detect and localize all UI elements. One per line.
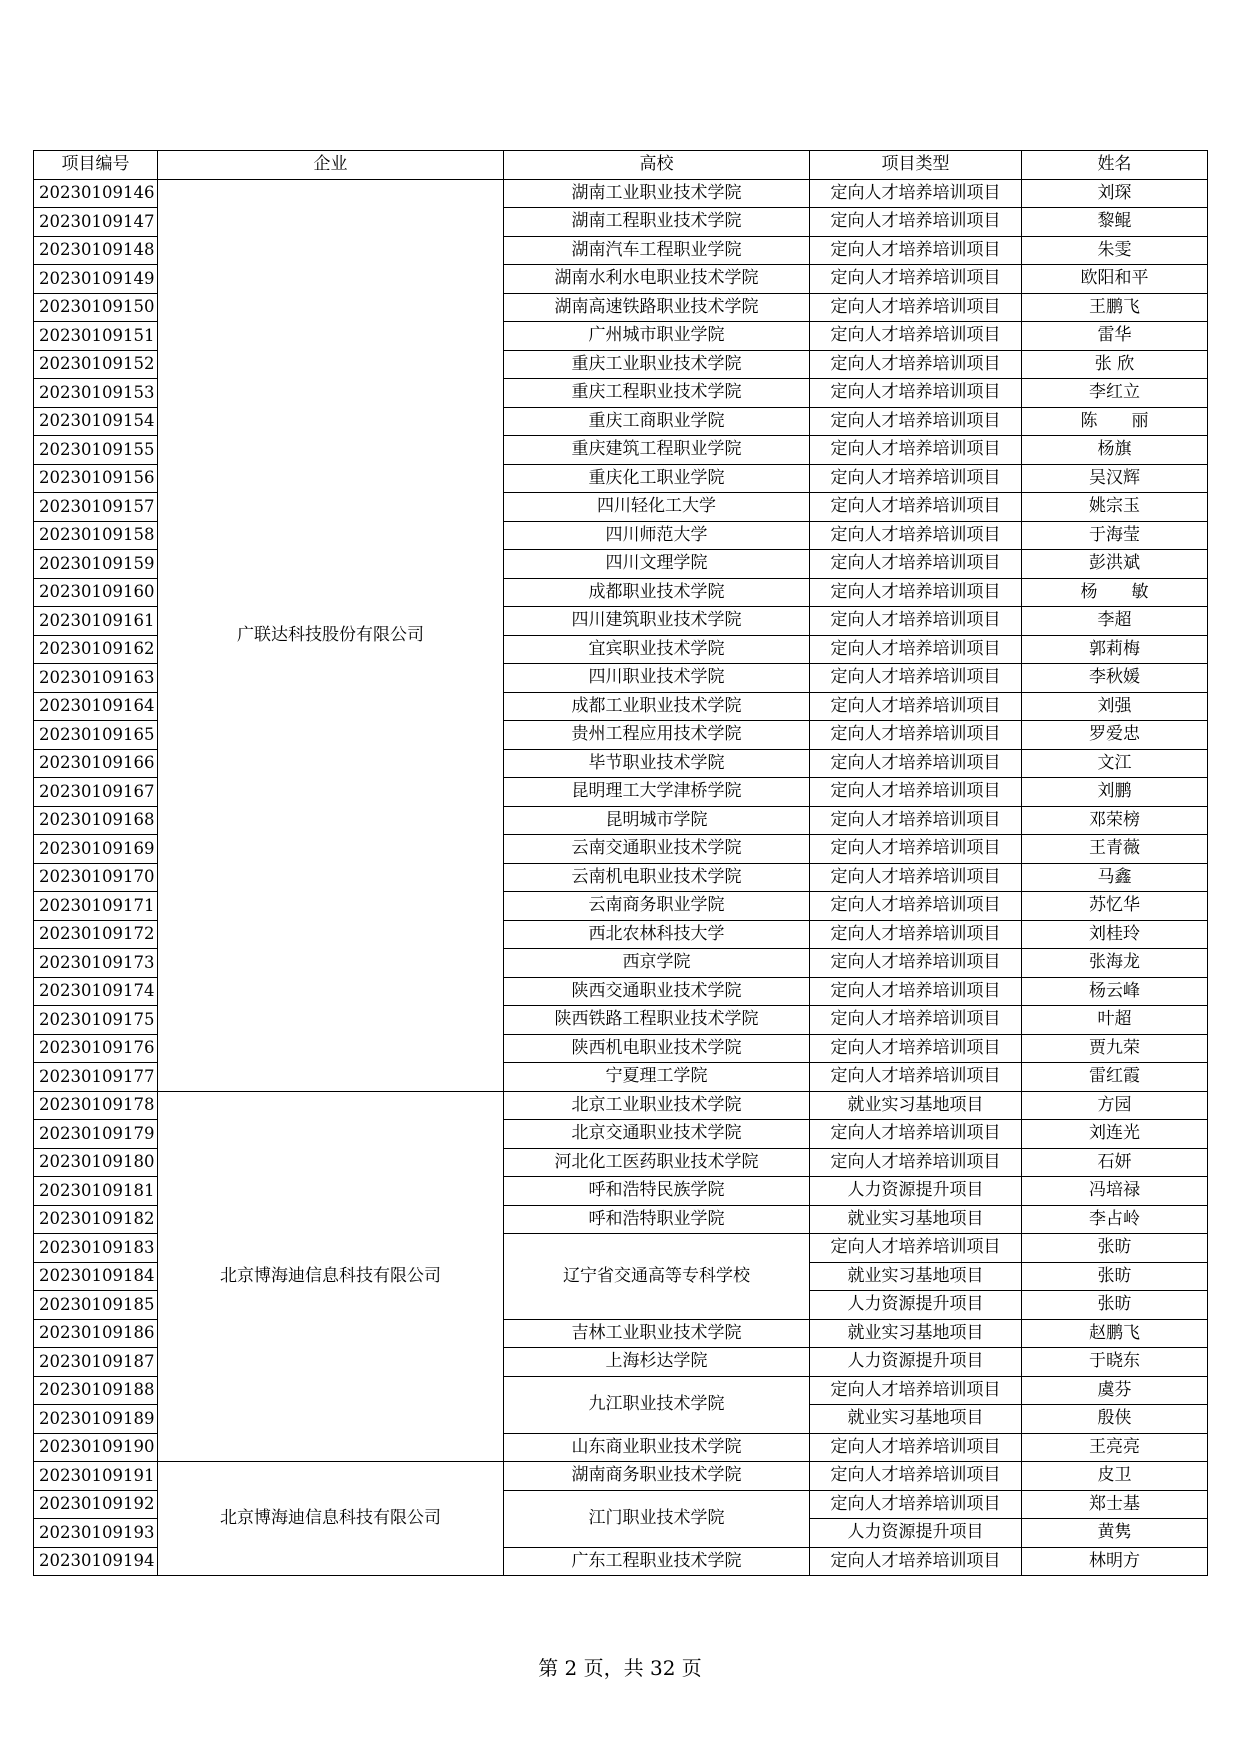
project-type-cell: 定向人才培养培训项目 <box>810 721 1022 750</box>
school-cell: 湖南商务职业技术学院 <box>504 1462 810 1491</box>
person-name-cell: 王鹏飞 <box>1022 293 1208 322</box>
project-type-cell: 定向人才培养培训项目 <box>810 635 1022 664</box>
project-type-cell: 定向人才培养培训项目 <box>810 436 1022 465</box>
person-name-cell: 朱雯 <box>1022 236 1208 265</box>
person-name-cell: 郭莉梅 <box>1022 635 1208 664</box>
project-type-cell: 人力资源提升项目 <box>810 1519 1022 1548</box>
person-name-cell: 刘琛 <box>1022 179 1208 208</box>
project-id-cell: 20230109161 <box>34 607 158 636</box>
project-type-cell: 定向人才培养培训项目 <box>810 521 1022 550</box>
project-id-cell: 20230109175 <box>34 1006 158 1035</box>
person-name-cell: 雷红霞 <box>1022 1063 1208 1092</box>
school-cell: 辽宁省交通高等专科学校 <box>504 1234 810 1320</box>
person-name-cell: 张昉 <box>1022 1234 1208 1263</box>
project-type-cell: 就业实习基地项目 <box>810 1405 1022 1434</box>
school-cell: 湖南水利水电职业技术学院 <box>504 265 810 294</box>
school-cell: 四川师范大学 <box>504 521 810 550</box>
school-cell: 北京工业职业技术学院 <box>504 1091 810 1120</box>
table-row <box>34 1462 1208 1491</box>
school-cell: 北京交通职业技术学院 <box>504 1120 810 1149</box>
project-id-cell: 20230109191 <box>34 1462 158 1491</box>
person-name-cell: 赵鹏飞 <box>1022 1319 1208 1348</box>
header-company: 企业 <box>158 151 504 180</box>
school-cell: 四川建筑职业技术学院 <box>504 607 810 636</box>
project-type-cell: 定向人才培养培训项目 <box>810 664 1022 693</box>
school-cell: 重庆工程职业技术学院 <box>504 379 810 408</box>
person-name-cell: 郑士基 <box>1022 1490 1208 1519</box>
person-name-cell: 吴汉辉 <box>1022 464 1208 493</box>
project-type-cell: 定向人才培养培训项目 <box>810 236 1022 265</box>
school-cell: 云南交通职业技术学院 <box>504 835 810 864</box>
person-name-cell: 杨云峰 <box>1022 977 1208 1006</box>
school-cell: 九江职业技术学院 <box>504 1376 810 1433</box>
school-cell: 重庆工业职业技术学院 <box>504 350 810 379</box>
project-type-cell: 定向人才培养培训项目 <box>810 977 1022 1006</box>
project-id-cell: 20230109184 <box>34 1262 158 1291</box>
project-type-cell: 定向人才培养培训项目 <box>810 1006 1022 1035</box>
project-id-cell: 20230109148 <box>34 236 158 265</box>
project-id-cell: 20230109192 <box>34 1490 158 1519</box>
project-type-cell: 定向人才培养培训项目 <box>810 1234 1022 1263</box>
school-cell: 陕西交通职业技术学院 <box>504 977 810 1006</box>
project-id-cell: 20230109153 <box>34 379 158 408</box>
project-id-cell: 20230109149 <box>34 265 158 294</box>
project-id-cell: 20230109152 <box>34 350 158 379</box>
person-name-cell: 王青薇 <box>1022 835 1208 864</box>
project-type-cell: 人力资源提升项目 <box>810 1291 1022 1320</box>
project-id-cell: 20230109170 <box>34 863 158 892</box>
school-cell: 江门职业技术学院 <box>504 1490 810 1547</box>
school-cell: 湖南汽车工程职业学院 <box>504 236 810 265</box>
header-school: 高校 <box>504 151 810 180</box>
company-cell: 北京博海迪信息科技有限公司 <box>158 1091 504 1462</box>
person-name-cell: 冯培禄 <box>1022 1177 1208 1206</box>
project-id-cell: 20230109169 <box>34 835 158 864</box>
project-type-cell: 定向人才培养培训项目 <box>810 493 1022 522</box>
project-type-cell: 定向人才培养培训项目 <box>810 407 1022 436</box>
school-cell: 贵州工程应用技术学院 <box>504 721 810 750</box>
project-type-cell: 定向人才培养培训项目 <box>810 949 1022 978</box>
project-type-cell: 定向人才培养培训项目 <box>810 692 1022 721</box>
project-id-cell: 20230109182 <box>34 1205 158 1234</box>
project-id-cell: 20230109146 <box>34 179 158 208</box>
project-id-cell: 20230109150 <box>34 293 158 322</box>
school-cell: 四川文理学院 <box>504 550 810 579</box>
table-row <box>34 1091 1208 1120</box>
project-type-cell: 定向人才培养培训项目 <box>810 1148 1022 1177</box>
table-row <box>34 179 1208 208</box>
project-type-cell: 定向人才培养培训项目 <box>810 208 1022 237</box>
school-cell: 宁夏理工学院 <box>504 1063 810 1092</box>
school-cell: 云南商务职业学院 <box>504 892 810 921</box>
person-name-cell: 张昉 <box>1022 1291 1208 1320</box>
person-name-cell: 邓荣榜 <box>1022 806 1208 835</box>
school-cell: 重庆工商职业学院 <box>504 407 810 436</box>
person-name-cell: 张昉 <box>1022 1262 1208 1291</box>
project-type-cell: 定向人才培养培训项目 <box>810 1376 1022 1405</box>
person-name-cell: 王亮亮 <box>1022 1433 1208 1462</box>
project-type-cell: 定向人才培养培训项目 <box>810 920 1022 949</box>
school-cell: 陕西铁路工程职业技术学院 <box>504 1006 810 1035</box>
person-name-cell: 石妍 <box>1022 1148 1208 1177</box>
project-type-cell: 定向人才培养培训项目 <box>810 863 1022 892</box>
school-cell: 重庆建筑工程职业学院 <box>504 436 810 465</box>
project-id-cell: 20230109187 <box>34 1348 158 1377</box>
project-id-cell: 20230109154 <box>34 407 158 436</box>
project-type-cell: 定向人才培养培训项目 <box>810 350 1022 379</box>
project-id-cell: 20230109156 <box>34 464 158 493</box>
person-name-cell: 文江 <box>1022 749 1208 778</box>
person-name-cell: 黎鲲 <box>1022 208 1208 237</box>
header-row <box>34 151 1208 180</box>
school-cell: 吉林工业职业技术学院 <box>504 1319 810 1348</box>
project-type-cell: 人力资源提升项目 <box>810 1348 1022 1377</box>
project-type-cell: 就业实习基地项目 <box>810 1262 1022 1291</box>
person-name-cell: 马鑫 <box>1022 863 1208 892</box>
school-cell: 云南机电职业技术学院 <box>504 863 810 892</box>
project-id-cell: 20230109185 <box>34 1291 158 1320</box>
project-id-cell: 20230109174 <box>34 977 158 1006</box>
project-id-cell: 20230109176 <box>34 1034 158 1063</box>
project-id-cell: 20230109186 <box>34 1319 158 1348</box>
school-cell: 陕西机电职业技术学院 <box>504 1034 810 1063</box>
school-cell: 成都职业技术学院 <box>504 578 810 607</box>
person-name-cell: 殷侠 <box>1022 1405 1208 1434</box>
project-id-cell: 20230109168 <box>34 806 158 835</box>
project-type-cell: 定向人才培养培训项目 <box>810 1063 1022 1092</box>
project-type-cell: 就业实习基地项目 <box>810 1205 1022 1234</box>
project-id-cell: 20230109177 <box>34 1063 158 1092</box>
school-cell: 广东工程职业技术学院 <box>504 1547 810 1576</box>
project-id-cell: 20230109158 <box>34 521 158 550</box>
person-name-cell: 于晓东 <box>1022 1348 1208 1377</box>
person-name-cell: 黄隽 <box>1022 1519 1208 1548</box>
school-cell: 西北农林科技大学 <box>504 920 810 949</box>
company-cell: 广联达科技股份有限公司 <box>158 179 504 1091</box>
school-cell: 重庆化工职业学院 <box>504 464 810 493</box>
project-type-cell: 定向人才培养培训项目 <box>810 464 1022 493</box>
project-id-cell: 20230109166 <box>34 749 158 778</box>
person-name-cell: 刘强 <box>1022 692 1208 721</box>
school-cell: 湖南工程职业技术学院 <box>504 208 810 237</box>
project-type-cell: 就业实习基地项目 <box>810 1091 1022 1120</box>
school-cell: 成都工业职业技术学院 <box>504 692 810 721</box>
school-cell: 西京学院 <box>504 949 810 978</box>
project-type-cell: 定向人才培养培训项目 <box>810 322 1022 351</box>
person-name-cell: 张 欣 <box>1022 350 1208 379</box>
person-name-cell: 刘桂玲 <box>1022 920 1208 949</box>
project-id-cell: 20230109193 <box>34 1519 158 1548</box>
project-type-cell: 就业实习基地项目 <box>810 1319 1022 1348</box>
school-cell: 山东商业职业技术学院 <box>504 1433 810 1462</box>
project-type-cell: 定向人才培养培训项目 <box>810 550 1022 579</box>
project-id-cell: 20230109179 <box>34 1120 158 1149</box>
project-type-cell: 定向人才培养培训项目 <box>810 1433 1022 1462</box>
person-name-cell: 杨 敏 <box>1022 578 1208 607</box>
project-type-cell: 定向人才培养培训项目 <box>810 835 1022 864</box>
project-id-cell: 20230109160 <box>34 578 158 607</box>
project-type-cell: 定向人才培养培训项目 <box>810 379 1022 408</box>
person-name-cell: 于海莹 <box>1022 521 1208 550</box>
school-cell: 呼和浩特民族学院 <box>504 1177 810 1206</box>
project-type-cell: 定向人才培养培训项目 <box>810 1034 1022 1063</box>
project-type-cell: 定向人才培养培训项目 <box>810 1490 1022 1519</box>
project-id-cell: 20230109162 <box>34 635 158 664</box>
project-id-cell: 20230109155 <box>34 436 158 465</box>
project-id-cell: 20230109157 <box>34 493 158 522</box>
project-id-cell: 20230109178 <box>34 1091 158 1120</box>
person-name-cell: 李红立 <box>1022 379 1208 408</box>
project-type-cell: 定向人才培养培训项目 <box>810 1462 1022 1491</box>
person-name-cell: 姚宗玉 <box>1022 493 1208 522</box>
school-cell: 湖南工业职业技术学院 <box>504 179 810 208</box>
project-id-cell: 20230109173 <box>34 949 158 978</box>
company-cell: 北京博海迪信息科技有限公司 <box>158 1462 504 1576</box>
project-id-cell: 20230109167 <box>34 778 158 807</box>
project-type-cell: 定向人才培养培训项目 <box>810 806 1022 835</box>
person-name-cell: 叶超 <box>1022 1006 1208 1035</box>
person-name-cell: 刘连光 <box>1022 1120 1208 1149</box>
school-cell: 广州城市职业学院 <box>504 322 810 351</box>
school-cell: 上海杉达学院 <box>504 1348 810 1377</box>
project-type-cell: 人力资源提升项目 <box>810 1177 1022 1206</box>
page-footer: 第 2 页，共 32 页 <box>538 1656 702 1680</box>
person-name-cell: 苏忆华 <box>1022 892 1208 921</box>
project-type-cell: 定向人才培养培训项目 <box>810 749 1022 778</box>
person-name-cell: 林明方 <box>1022 1547 1208 1576</box>
project-type-cell: 定向人才培养培训项目 <box>810 1547 1022 1576</box>
person-name-cell: 李秋媛 <box>1022 664 1208 693</box>
project-id-cell: 20230109181 <box>34 1177 158 1206</box>
school-cell: 湖南高速铁路职业技术学院 <box>504 293 810 322</box>
project-id-cell: 20230109172 <box>34 920 158 949</box>
person-name-cell: 皮卫 <box>1022 1462 1208 1491</box>
person-name-cell: 张海龙 <box>1022 949 1208 978</box>
project-id-cell: 20230109190 <box>34 1433 158 1462</box>
school-cell: 宜宾职业技术学院 <box>504 635 810 664</box>
project-id-cell: 20230109194 <box>34 1547 158 1576</box>
project-type-cell: 定向人才培养培训项目 <box>810 607 1022 636</box>
school-cell: 河北化工医药职业技术学院 <box>504 1148 810 1177</box>
person-name-cell: 刘鹏 <box>1022 778 1208 807</box>
project-type-cell: 定向人才培养培训项目 <box>810 778 1022 807</box>
project-type-cell: 定向人才培养培训项目 <box>810 578 1022 607</box>
project-id-cell: 20230109171 <box>34 892 158 921</box>
person-name-cell: 贾九荣 <box>1022 1034 1208 1063</box>
project-table <box>33 150 1208 1576</box>
project-id-cell: 20230109164 <box>34 692 158 721</box>
project-type-cell: 定向人才培养培训项目 <box>810 265 1022 294</box>
project-id-cell: 20230109183 <box>34 1234 158 1263</box>
school-cell: 昆明理工大学津桥学院 <box>504 778 810 807</box>
header-type: 项目类型 <box>810 151 1022 180</box>
person-name-cell: 陈 丽 <box>1022 407 1208 436</box>
project-id-cell: 20230109159 <box>34 550 158 579</box>
project-id-cell: 20230109151 <box>34 322 158 351</box>
person-name-cell: 彭洪斌 <box>1022 550 1208 579</box>
person-name-cell: 罗爱忠 <box>1022 721 1208 750</box>
school-cell: 四川职业技术学院 <box>504 664 810 693</box>
school-cell: 昆明城市学院 <box>504 806 810 835</box>
project-type-cell: 定向人才培养培训项目 <box>810 179 1022 208</box>
person-name-cell: 方园 <box>1022 1091 1208 1120</box>
school-cell: 毕节职业技术学院 <box>504 749 810 778</box>
person-name-cell: 虞芬 <box>1022 1376 1208 1405</box>
project-type-cell: 定向人才培养培训项目 <box>810 892 1022 921</box>
project-id-cell: 20230109165 <box>34 721 158 750</box>
person-name-cell: 李超 <box>1022 607 1208 636</box>
project-id-cell: 20230109188 <box>34 1376 158 1405</box>
project-id-cell: 20230109147 <box>34 208 158 237</box>
person-name-cell: 杨旗 <box>1022 436 1208 465</box>
project-id-cell: 20230109189 <box>34 1405 158 1434</box>
project-id-cell: 20230109180 <box>34 1148 158 1177</box>
header-id: 项目编号 <box>34 151 158 180</box>
school-cell: 呼和浩特职业学院 <box>504 1205 810 1234</box>
project-type-cell: 定向人才培养培训项目 <box>810 293 1022 322</box>
project-type-cell: 定向人才培养培训项目 <box>810 1120 1022 1149</box>
header-name: 姓名 <box>1022 151 1208 180</box>
person-name-cell: 欧阳和平 <box>1022 265 1208 294</box>
person-name-cell: 雷华 <box>1022 322 1208 351</box>
project-id-cell: 20230109163 <box>34 664 158 693</box>
person-name-cell: 李占岭 <box>1022 1205 1208 1234</box>
school-cell: 四川轻化工大学 <box>504 493 810 522</box>
